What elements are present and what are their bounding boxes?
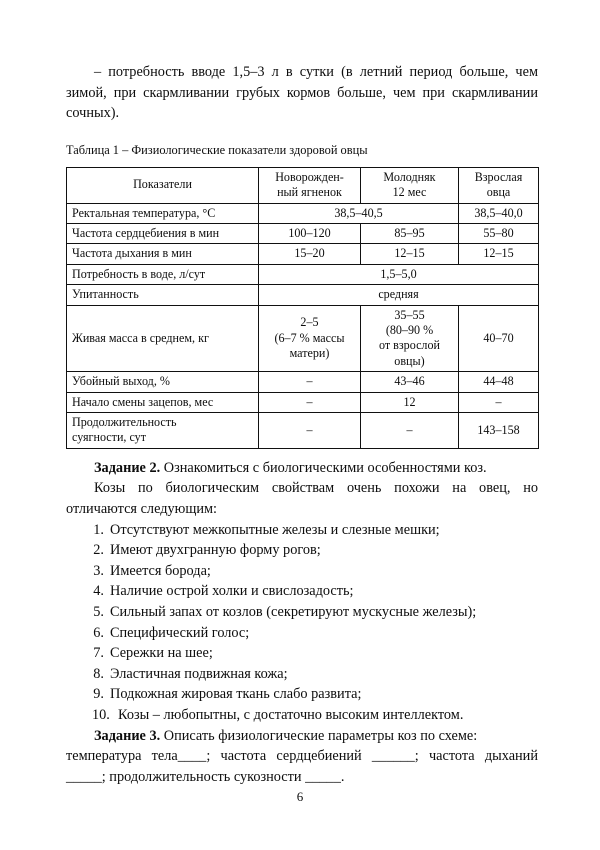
table-row: [67, 203, 539, 223]
intro-paragraph: – потребность вводе 1,5–3 л в сутки (в летний период больше, чем зимой, при скармливании грубых кормов больше, чем при скармливании сочных).: [66, 64, 538, 122]
list-item-label: Имеют двухгранную форму рогов;: [110, 542, 321, 559]
list-item-number: 1.: [93, 521, 104, 538]
list-item-number: 5.: [93, 604, 104, 621]
row-value-newborn: 100–120: [259, 224, 361, 244]
header-adult: Взрослая овца: [459, 167, 539, 203]
task2-title: Задание 2.: [94, 459, 161, 476]
table-row: [67, 305, 539, 372]
row-label: Убойный выход, %: [67, 372, 259, 392]
header-newborn: Новорожден- ный ягненок: [259, 167, 361, 203]
row-value-merged-all: средняя: [259, 285, 539, 305]
row-value-newborn: 2–5 (6–7 % массы матери): [259, 305, 361, 372]
row-value-newborn: –: [259, 413, 361, 449]
list-item-number: 2.: [93, 542, 104, 559]
list-item-label: Подкожная жировая ткань слабо развита;: [110, 686, 362, 703]
table-caption: Таблица 1 – Физиологические показатели здоровой овцы: [66, 142, 368, 157]
row-label: Упитанность: [67, 285, 259, 305]
row-label: Живая масса в среднем, кг: [67, 305, 259, 372]
list-item-label: Отсутствуют межкопытные железы и слезные мешки;: [110, 521, 440, 538]
page-content: [66, 62, 538, 787]
row-value-young: 85–95: [361, 224, 459, 244]
header-young: Молодняк 12 мес: [361, 167, 459, 203]
row-value-adult: 55–80: [459, 224, 539, 244]
list-item: [66, 643, 538, 664]
list-item: [66, 540, 538, 561]
row-value-adult: –: [459, 392, 539, 412]
row-label: Потребность в воде, л/сут: [67, 264, 259, 284]
row-label: Начало смены зацепов, мес: [67, 392, 259, 412]
list-item-label: Сережки на шее;: [110, 645, 213, 662]
physiological-indicators-table: [66, 167, 539, 449]
row-label: Частота сердцебиения в мин: [67, 224, 259, 244]
row-value-adult: 38,5–40,0: [459, 203, 539, 223]
row-value-newborn: –: [259, 392, 361, 412]
row-value-adult: 12–15: [459, 244, 539, 264]
list-item-number: 10.: [92, 707, 110, 723]
list-item-number: 6.: [93, 624, 104, 641]
spacer: [66, 449, 538, 458]
row-value-young: 35–55 (80–90 % от взрослой овцы): [361, 305, 459, 372]
row-value-young: 12–15: [361, 244, 459, 264]
task3-title-rest: Описать физиологические параметры коз по схеме:: [160, 727, 478, 744]
task2-title-rest: Ознакомиться с биологическими особенностями коз.: [160, 459, 487, 476]
row-value-adult: 40–70: [459, 305, 539, 372]
task3-body-paragraph: температура тела____; частота сердцебиений ______; частота дыханий _____; продолжительность сукозности _____.: [66, 748, 538, 785]
row-value-newborn: 15–20: [259, 244, 361, 264]
list-item-label: Наличие острой холки и свислозадость;: [110, 583, 354, 600]
header-indicator: Показатели: [67, 167, 259, 203]
row-value-young: 12: [361, 392, 459, 412]
list-item-number: 4.: [93, 583, 104, 600]
row-label: Частота дыхания в мин: [67, 244, 259, 264]
table-row: [67, 264, 539, 284]
table-row: [67, 392, 539, 412]
list-item: [66, 664, 538, 685]
row-label: Продолжительность суягности, сут: [67, 413, 259, 449]
list-item: [66, 581, 538, 602]
list-item-label: Козы – любопытны, с достаточно высоким интеллектом.: [118, 707, 464, 723]
list-item: [66, 705, 538, 726]
row-value-newborn: –: [259, 372, 361, 392]
table-row: [67, 413, 539, 449]
row-value-young: –: [361, 413, 459, 449]
table-row: [67, 224, 539, 244]
list-item: [66, 561, 538, 582]
table-row: [67, 285, 539, 305]
list-item-number: 3.: [93, 562, 104, 579]
table-row: [67, 372, 539, 392]
task2-body-paragraph: Козы по биологическим свойствам очень похожи на овец, но отличаются следующим:: [66, 480, 538, 518]
row-value-adult: 143–158: [459, 413, 539, 449]
row-value-adult: 44–48: [459, 372, 539, 392]
task2-heading-paragraph: [66, 458, 538, 479]
list-item-number: 7.: [93, 645, 104, 662]
list-item-label: Сильный запах от козлов (секретируют мускусные железы);: [110, 604, 477, 621]
list-item-number: 9.: [93, 686, 104, 703]
list-item-number: 8.: [93, 665, 104, 682]
page-number: 6: [296, 789, 304, 804]
table-row: [67, 244, 539, 264]
row-value-merged: 38,5–40,5: [259, 203, 459, 223]
goat-features-list: [66, 520, 538, 726]
list-item: [66, 602, 538, 623]
row-value-young: 43–46: [361, 372, 459, 392]
row-label: Ректальная температура, °C: [67, 203, 259, 223]
task3-title: Задание 3.: [94, 727, 161, 744]
task3-heading-paragraph: [66, 726, 538, 747]
list-item: [66, 623, 538, 644]
list-item: [66, 684, 538, 705]
table-header-row: [67, 167, 539, 203]
row-value-merged-all: 1,5–5,0: [259, 264, 539, 284]
list-item: [66, 520, 538, 541]
table-body: [67, 203, 539, 448]
list-item-label: Специфический голос;: [110, 624, 250, 641]
list-item-label: Имеется борода;: [110, 562, 211, 579]
list-item-label: Эластичная подвижная кожа;: [110, 665, 288, 682]
